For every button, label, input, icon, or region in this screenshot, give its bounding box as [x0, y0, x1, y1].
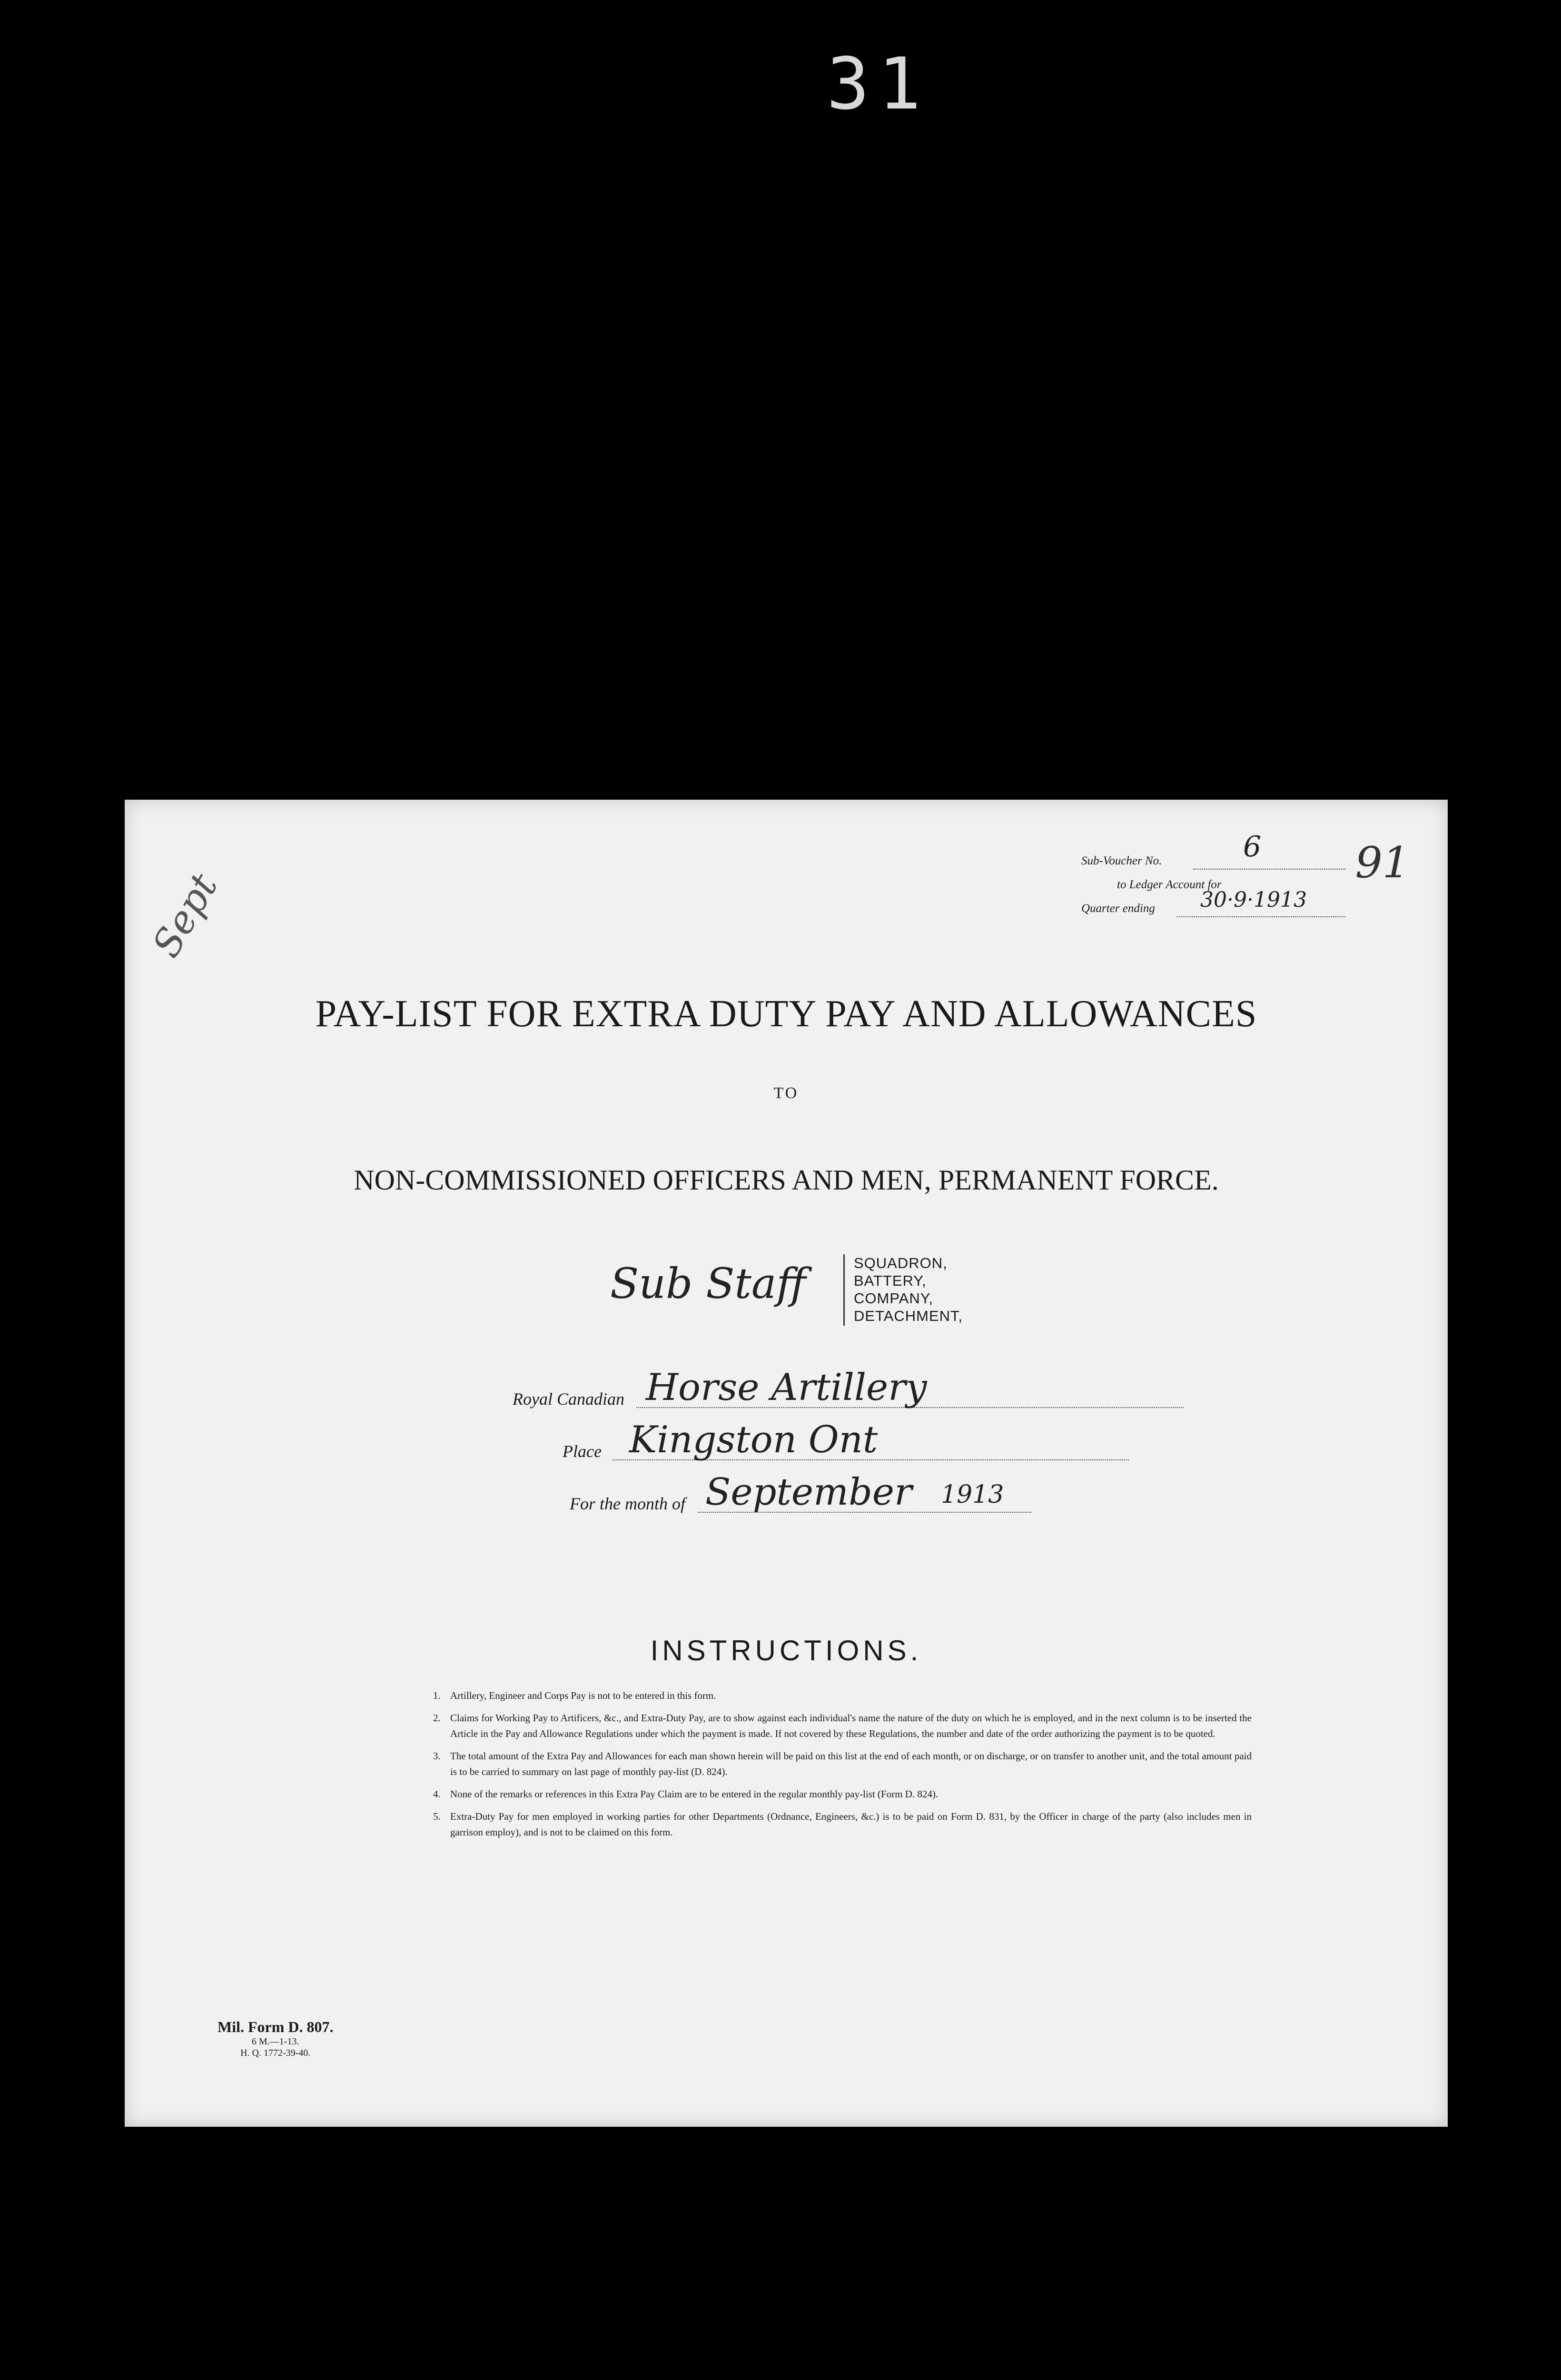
unit-type-battery: BATTERY,	[854, 1272, 927, 1289]
month-label: For the month of	[570, 1494, 685, 1513]
frame-number: 31	[826, 43, 930, 126]
form-number-main: Mil. Form D. 807.	[217, 2018, 334, 2035]
margin-note: Sept	[144, 866, 227, 965]
unit-block	[610, 1254, 1086, 1330]
unit-types	[854, 1254, 963, 1325]
form-number	[217, 2018, 334, 2059]
place-field	[563, 1418, 1191, 1471]
pay-list-sheet	[125, 800, 1448, 2127]
instruction-item: 4. None of the remarks or references in this Extra Pay Claim are to be entered in the regular monthly pay-list (Form D. 824).	[433, 1788, 939, 1800]
unit-type-detachment: DETACHMENT,	[854, 1308, 963, 1324]
corner-note: 91	[1355, 838, 1410, 888]
instruction-item: 1. Artillery, Engineer and Corps Pay is not to be entered in this form.	[433, 1690, 716, 1701]
voucher-block	[1081, 830, 1348, 921]
instructions-heading: INSTRUCTIONS.	[650, 1635, 922, 1666]
instruction-item: 2. Claims for Working Pay to Artificers, &c., and Extra-Duty Pay, are to show against each individual's name the nature of the duty on which he is employed, and in the next column is to be inserted the Article in the Pay and Allowance Regulations under which the payment is made. If not covered by these Regulations, the number and date of the order authorizing the payment is to be quoted.	[433, 1712, 1252, 1739]
unit-brace	[843, 1254, 851, 1326]
unit-handwritten: Sub Staff	[610, 1259, 806, 1308]
year-value: 1913	[941, 1480, 1004, 1509]
form-title-to: TO	[773, 1084, 799, 1102]
corps-field	[513, 1366, 1188, 1418]
form-number-print: 6 M.—1-13.	[252, 2036, 299, 2047]
month-value: September	[705, 1471, 912, 1514]
unit-type-squadron: SQUADRON,	[854, 1255, 948, 1271]
form-number-hq: H. Q. 1772-39-40.	[240, 2048, 311, 2058]
unit-type-company: COMPANY,	[854, 1290, 934, 1307]
instruction-item: 5. Extra-Duty Pay for men employed in working parties for other Departments (Ordnance, Engineers, &c.) is to be paid on Form D. 831, by the Officer in charge of the party (also includes men in garrison employ), and is not to be claimed on this form.	[433, 1811, 1252, 1838]
form-subtitle: NON-COMMISSIONED OFFICERS AND MEN, PERMANENT FORCE.	[354, 1164, 1219, 1196]
month-field	[570, 1471, 1093, 1523]
form-title: PAY-LIST FOR EXTRA DUTY PAY AND ALLOWANCES	[315, 993, 1257, 1035]
place-label: Place	[563, 1442, 602, 1461]
corps-value: Horse Artillery	[646, 1366, 927, 1409]
place-value: Kingston Ont	[629, 1418, 878, 1461]
sub-voucher-label: Sub-Voucher No.	[1081, 854, 1162, 867]
quarter-label: Quarter ending	[1081, 902, 1155, 915]
instructions-list	[433, 1688, 1252, 1847]
quarter-value: 30·9·1913	[1200, 888, 1307, 912]
sub-voucher-value: 6	[1243, 830, 1262, 863]
ledger-label: to Ledger Account for	[1117, 878, 1222, 891]
corps-label: Royal Canadian	[513, 1389, 624, 1408]
instruction-item: 3. The total amount of the Extra Pay and Allowances for each man shown herein will be paid on this list at the end of each month, or on discharge, or on transfer to another unit, and the total amount paid is to be carried to summary on last page of monthly pay-list (D. 824).	[433, 1750, 1252, 1777]
